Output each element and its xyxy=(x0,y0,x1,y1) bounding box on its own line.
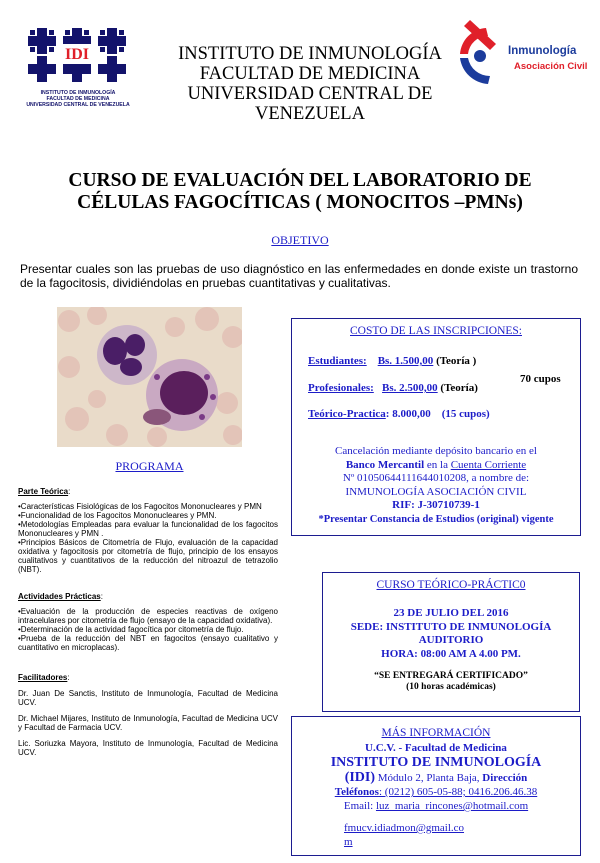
text: UNIVERSIDAD CENTRAL DE VENEZUELA xyxy=(26,102,130,108)
parte-teorica-title: Parte Teórica xyxy=(18,487,69,496)
text: FACULTAD DE MEDICINA xyxy=(199,64,421,84)
list-item: •Determinación de la actividad fagocítica por citometría de flujo. xyxy=(18,625,244,634)
profesionales-row xyxy=(308,382,478,394)
objetivo-heading: OBJETIVO xyxy=(271,233,329,247)
text: Banco Mercantil xyxy=(345,458,425,471)
text: “SE ENTREGARÁ CERTIFICADO” xyxy=(374,671,528,681)
idi-logo-caption xyxy=(18,90,138,108)
text: (10 horas académicas) xyxy=(406,682,496,692)
institution-title xyxy=(165,44,455,124)
text: INSTITUTO DE INMUNOLOGÍA xyxy=(330,755,542,770)
text: CÉLULAS FAGOCÍTICAS ( MONOCITOS –PMNs) xyxy=(77,192,523,213)
text: Teórico-Practica xyxy=(308,408,386,420)
text: HORA: 08:00 AM A 4.00 PM. xyxy=(381,647,521,660)
text: INSTITUTO DE INMUNOLOGÍA xyxy=(178,44,442,64)
text: Dirección xyxy=(482,772,528,784)
text: INSTITUTO DE INMUNOLOGÍA xyxy=(40,90,116,96)
text: fmucv.idiadmon@gmail.co xyxy=(344,822,465,834)
info-box xyxy=(291,716,581,856)
text: (15 cupos) xyxy=(441,408,490,420)
text: (Teoría ) xyxy=(436,355,477,367)
facilitador: Dr. Michael Mijares, Instituto de Inmunología, Facultad de Medicina UCV y Facultad de Farmacia UCV. xyxy=(18,714,278,732)
text: : (0212) 605-05-88; 0416.206.46.38 xyxy=(378,786,538,798)
text: en la xyxy=(424,458,451,471)
estudiantes-row xyxy=(308,355,476,367)
costs-heading: COSTO DE LAS INSCRIPCIONES: xyxy=(350,325,522,337)
text: Estudiantes: xyxy=(308,355,367,367)
list-item: •Características Fisiológicas de los Fagocitos Mononucleares y PMN xyxy=(18,502,262,511)
text: Bs. 2.500,00 xyxy=(382,382,438,394)
text: Profesionales: xyxy=(308,382,374,394)
text: RIF: J-30710739-1 xyxy=(392,499,480,511)
list-item: •Funcionalidad de los Fagocitos Mononucleares y PMN. xyxy=(18,511,217,520)
text: CURSO DE EVALUACIÓN DEL LABORATORIO DE xyxy=(68,170,532,191)
curso-details xyxy=(323,607,579,661)
asociacion-logo xyxy=(456,14,596,94)
text: Módulo 2, Planta Baja, xyxy=(375,772,483,784)
teorico-practica-row xyxy=(308,408,490,420)
parte-teorica-section: Parte Teórica: •Características Fisiológicas de los Fagocitos Mononucleares y PMN •Funcionalidad de los Fagocitos Mononucleares y PMN. •Metodologías Empleadas para evaluar la funcionalidad de los fagocitos Mononucleares y PMN . •Principios Básicos de Citometría de Flujo, evaluación de la capacidad oxidativa y fagocitosis por citometría de flujo, principio de los ensayos cualitativos y cuantitativos de la reducción del nitroazul de tetrazolio (NBT). xyxy=(18,487,278,574)
certificado-note xyxy=(323,671,579,693)
facilitador: Lic. Soriuzka Mayora, Instituto de Inmunología, Facultad de Medicina UCV. xyxy=(18,739,278,757)
costs-box xyxy=(291,318,581,536)
actividades-section: Actividades Prácticas: •Evaluación de la producción de especies reactivas de oxígeno intracelulares por citometría de flujo (ensayo de la capacidad oxidativa). •Determinación de la actividad fagocítica por citometría de flujo. •Prueba de la reducción del NBT en fagocitos (ensayo cualitativo y cuantitativo en microplacas). xyxy=(18,592,278,652)
list-item: •Metodologías Empleadas para evaluar la funcionalidad de los fagocitos Mononucleares y PMN . xyxy=(18,520,278,538)
text: Nº 01050644111644010208, a nombre de: xyxy=(342,472,530,484)
email-link-1[interactable]: luz_maria_rincones@hotmail.com xyxy=(375,800,529,812)
cupos-label: 70 cupos xyxy=(520,373,561,385)
text: Cancelación mediante depósito bancario en el xyxy=(335,445,537,457)
text: Cuenta Corriente xyxy=(450,458,527,471)
info-details xyxy=(292,741,580,813)
text: (IDI) xyxy=(344,770,376,785)
facilitadores-section: Facilitadores: Dr. Juan De Sanctis, Instituto de Inmunología, Facultad de Medicina UCV. Dr. Michael Mijares, Instituto de Inmunología, Facultad de Medicina UCV y Facultad de Farmacia UCV. Lic. Soriuzka Mayora, Instituto de Inmunología, Facultad de Medicina UCV. xyxy=(18,673,278,757)
list-item: •Prueba de la reducción del NBT en fagocitos (ensayo cualitativo y cuantitativo en microplacas). xyxy=(18,634,278,652)
phagocyte-micrograph xyxy=(57,307,242,447)
text: Email: xyxy=(343,800,376,812)
text: VENEZUELA xyxy=(255,104,365,124)
text: m xyxy=(344,836,353,848)
text: Bs. 1.500,00 xyxy=(377,355,434,367)
actividades-title: Actividades Prácticas xyxy=(18,592,101,601)
list-item: •Evaluación de la producción de especies reactivas de oxígeno intracelulares por citometría de flujo (ensayo de la capacidad oxidativa). xyxy=(18,607,278,625)
payment-info xyxy=(292,445,580,526)
text: (Teoría) xyxy=(440,382,478,394)
text: : 8.000,00 xyxy=(385,408,431,420)
facilitador: Dr. Juan De Sanctis, Instituto de Inmunología, Facultad de Medicina UCV. xyxy=(18,689,278,707)
text: 23 DE JULIO DEL 2016 xyxy=(393,607,509,619)
text: *Presentar Constancia de Estudios (original) vigente xyxy=(318,513,554,525)
course-title xyxy=(40,170,560,214)
objetivo-text: Presentar cuales son las pruebas de uso diagnóstico en las enfermedades en donde existe un trastorno de la fagocitosis, dividiéndolas en pruebas cuantitativas y cualitativas. xyxy=(20,262,578,290)
curso-box xyxy=(322,572,580,712)
curso-heading: CURSO TEÓRICO-PRÁCTIC0 xyxy=(376,579,526,591)
text: U.C.V. - Facultad de Medicina xyxy=(365,742,507,754)
asociacion-logo-line1: Inmunología xyxy=(508,45,577,57)
programa-heading: PROGRAMA xyxy=(115,459,184,473)
list-item: •Principios Básicos de Citometría de Flujo, evaluación de la capacidad oxidativa y fagocitosis por citometría de flujo, principio de los ensayos cualitativos y cuantitativos de la reducción del nitroazul de tetrazolio (NBT). xyxy=(18,538,278,574)
facilitadores-title: Facilitadores xyxy=(18,673,68,682)
email-link-2[interactable] xyxy=(344,821,464,849)
asociacion-logo-line2: Asociación Civil xyxy=(514,61,588,72)
text: INMUNOLOGÍA ASOCIACIÓN CIVIL xyxy=(345,485,527,498)
text: UNIVERSIDAD CENTRAL DE xyxy=(187,84,433,104)
text: FACULTAD DE MEDICINA xyxy=(46,96,110,102)
idi-logo-text: IDI xyxy=(64,46,90,63)
info-heading: MÁS INFORMACIÓN xyxy=(381,727,491,739)
text: AUDITORIO xyxy=(418,634,484,646)
text: SEDE: INSTITUTO DE INMUNOLOGÍA xyxy=(350,620,552,633)
text: Teléfonos xyxy=(334,786,379,798)
